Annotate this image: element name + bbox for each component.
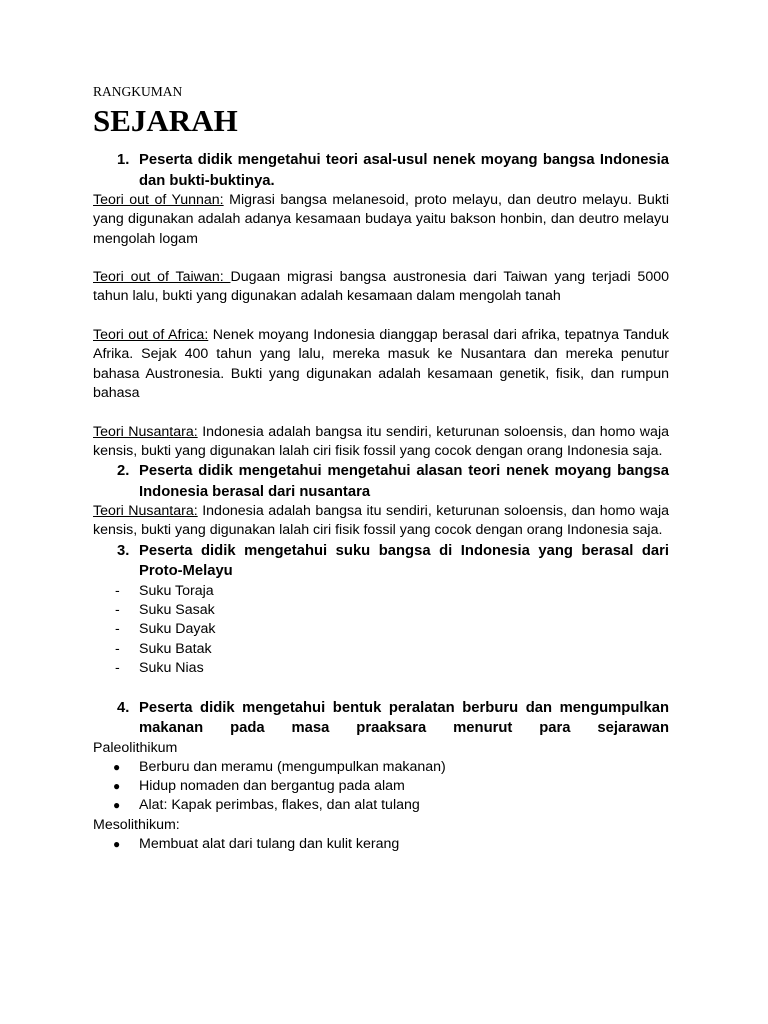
list-item xyxy=(93,835,669,854)
section-1-heading-text: Peserta didik mengetahui teori asal-usul nenek moyang bangsa Indonesia dan bukti-buktinya. xyxy=(139,152,669,189)
list-item-text: Suku Nias xyxy=(139,659,204,676)
proto-melayu-list xyxy=(93,582,669,678)
dash-marker: - xyxy=(115,621,120,638)
list-item-text: Suku Batak xyxy=(139,640,212,657)
theory-africa-label: Teori out of Africa: xyxy=(93,327,209,344)
section-4-number: 4. xyxy=(117,699,130,716)
document-kicker: RANGKUMAN xyxy=(93,84,183,99)
mesolithikum-label: Mesolithikum: xyxy=(93,816,180,833)
section-2-heading-text: Peserta didik mengetahui mengetahui alasan teori nenek moyang bangsa Indonesia berasal dari nusantara xyxy=(139,463,669,500)
theory-yunnan-text: Migrasi bangsa melanesoid, proto melayu, dan deutro melayu. Bukti yang digunakan adalah adanya kesamaan budaya yaitu bakson honbin, dan deutro melayu mengolah logam xyxy=(93,192,670,247)
list-item xyxy=(93,659,669,678)
dash-marker: - xyxy=(115,640,120,657)
section-1-number: 1. xyxy=(117,152,130,168)
list-item xyxy=(93,758,669,777)
mesolithikum-list xyxy=(93,835,669,854)
list-item-text: Alat: Kapak perimbas, flakes, dan alat tulang xyxy=(139,797,420,814)
section-4-heading xyxy=(93,698,669,739)
section-2-number: 2. xyxy=(117,463,130,480)
list-item xyxy=(93,640,669,659)
section-3-heading xyxy=(93,541,669,582)
list-item xyxy=(93,796,669,815)
document-title: SEJARAH xyxy=(93,103,238,138)
list-item-text: Suku Sasak xyxy=(139,602,215,619)
list-item-text: Suku Toraja xyxy=(139,582,214,599)
bullet-marker: ● xyxy=(113,837,121,852)
list-item xyxy=(93,601,669,620)
paleolithikum-list xyxy=(93,758,669,816)
section-3-heading-text: Peserta didik mengetahui suku bangsa di Indonesia yang berasal dari Proto-Melayu xyxy=(139,542,669,580)
theory-taiwan-label: Teori out of Taiwan: xyxy=(93,269,231,286)
bullet-marker: ● xyxy=(113,759,121,774)
document-page xyxy=(93,84,669,854)
section-2-heading xyxy=(93,461,669,502)
list-item-text: Suku Dayak xyxy=(139,621,216,638)
dash-marker: - xyxy=(115,659,120,676)
section-3-number: 3. xyxy=(117,542,130,559)
theory-yunnan-label: Teori out of Yunnan: xyxy=(93,192,224,208)
dash-marker: - xyxy=(115,602,120,619)
theory-nusantara-2-label: Teori Nusantara: xyxy=(93,503,198,520)
list-item-text: Hidup nomaden dan bergantug pada alam xyxy=(139,778,405,795)
list-item-text: Membuat alat dari tulang dan kulit kerang xyxy=(139,836,400,853)
theory-taiwan-text: Dugaan migrasi bangsa austronesia dari Taiwan yang terjadi 5000 tahun lalu, bukti yang digunakan adalah kesamaan dalam mengolah tanah xyxy=(93,269,669,305)
theory-africa-text: Nenek moyang Indonesia dianggap berasal dari afrika, tepatnya Tanduk Afrika. Sejak 400 tahun yang lalu, mereka masuk ke Nusantara dan mereka penutur bahasa Austronesia. Bukti yang digunakan adalah kesamaan genetik, fisik, dan rumpun bahasa xyxy=(93,327,669,401)
theory-nusantara xyxy=(93,423,669,462)
theory-yunnan xyxy=(93,191,669,249)
list-item xyxy=(93,777,669,796)
paleolithikum-label: Paleolithikum xyxy=(93,739,178,756)
section-4-heading-text: Peserta didik mengetahui bentuk peralatan berburu dan mengumpulkan makanan pada masa praaksara menurut para sejarawan xyxy=(139,699,669,737)
bullet-marker: ● xyxy=(113,779,121,794)
theory-nusantara-2 xyxy=(93,502,669,541)
list-item-text: Berburu dan meramu (mengumpulkan makanan) xyxy=(139,758,446,775)
dash-marker: - xyxy=(115,582,120,599)
bullet-marker: ● xyxy=(113,798,121,813)
theory-nusantara-2-text: Indonesia adalah bangsa itu sendiri, keturunan soloensis, dan homo waja kensis, bukti yang digunakan lalah ciri fisik fossil yang cocok dengan orang Indonesia saja. xyxy=(93,503,669,539)
list-item xyxy=(93,582,669,601)
theory-nusantara-label: Teori Nusantara: xyxy=(93,423,198,440)
list-item xyxy=(93,620,669,639)
theory-taiwan xyxy=(93,268,669,307)
theory-africa xyxy=(93,326,669,403)
section-1-heading xyxy=(93,150,669,191)
theory-nusantara-text: Indonesia adalah bangsa itu sendiri, keturunan soloensis, dan homo waja kensis, bukti yang digunakan lalah ciri fisik fossil yang cocok dengan orang Indonesia saja. xyxy=(93,423,669,459)
